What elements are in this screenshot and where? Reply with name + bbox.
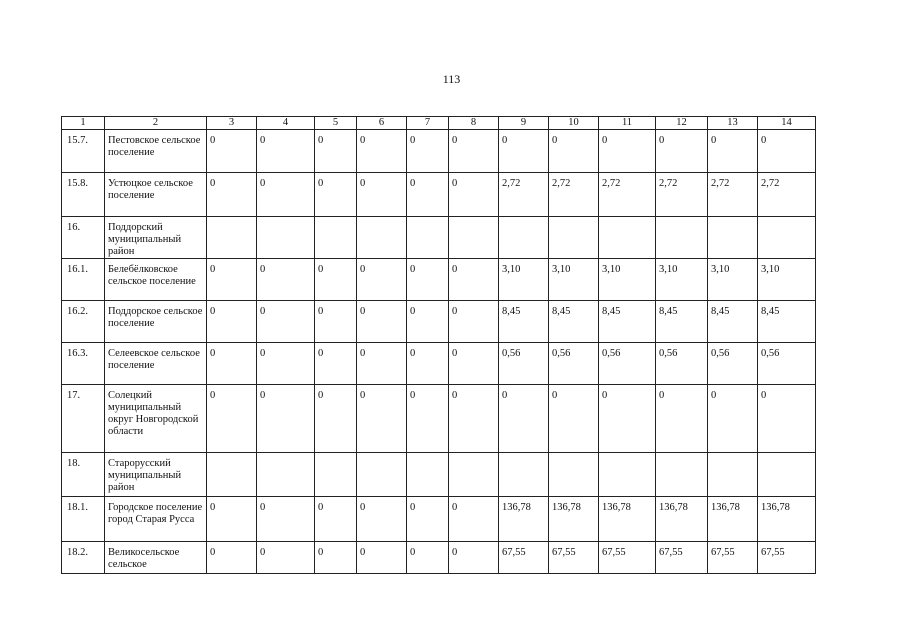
- value-cell: 0,56: [599, 343, 656, 385]
- table-header-row: [62, 117, 816, 130]
- value-cell: 67,55: [758, 542, 816, 574]
- value-cell: [315, 217, 357, 259]
- value-cell: 0: [407, 301, 449, 343]
- row-number-cell: 16.3.: [62, 343, 105, 385]
- row-number-cell: 15.7.: [62, 130, 105, 173]
- column-header: 1: [62, 117, 105, 130]
- value-cell: 0: [549, 385, 599, 453]
- value-cell: [449, 453, 499, 497]
- value-cell: 0: [449, 497, 499, 542]
- value-cell: 0,56: [549, 343, 599, 385]
- value-cell: 0: [315, 130, 357, 173]
- value-cell: [207, 217, 257, 259]
- column-header: 8: [449, 117, 499, 130]
- value-cell: 0: [315, 385, 357, 453]
- row-name-cell: Великосельское сельское: [105, 542, 207, 574]
- value-cell: 136,78: [758, 497, 816, 542]
- value-cell: 0: [708, 385, 758, 453]
- value-cell: 0,56: [758, 343, 816, 385]
- value-cell: 0,56: [656, 343, 708, 385]
- value-cell: 0: [357, 497, 407, 542]
- value-cell: 2,72: [708, 173, 758, 217]
- value-cell: 67,55: [599, 542, 656, 574]
- row-name-cell: Солецкий муниципальный округ Новгородской области: [105, 385, 207, 453]
- value-cell: 0: [449, 301, 499, 343]
- value-cell: 0: [499, 130, 549, 173]
- value-cell: 0,56: [499, 343, 549, 385]
- value-cell: 0: [257, 343, 315, 385]
- value-cell: 0: [449, 259, 499, 301]
- value-cell: 67,55: [656, 542, 708, 574]
- column-header: 14: [758, 117, 816, 130]
- value-cell: 0: [357, 542, 407, 574]
- value-cell: 8,45: [599, 301, 656, 343]
- value-cell: 0: [257, 259, 315, 301]
- row-name-cell: Устюцкое сельское поселение: [105, 173, 207, 217]
- value-cell: [708, 217, 758, 259]
- value-cell: 0: [407, 173, 449, 217]
- value-cell: 0: [357, 173, 407, 217]
- value-cell: 3,10: [499, 259, 549, 301]
- value-cell: 0: [449, 130, 499, 173]
- value-cell: 0: [315, 343, 357, 385]
- value-cell: 0: [257, 542, 315, 574]
- value-cell: [656, 217, 708, 259]
- row-number-cell: 17.: [62, 385, 105, 453]
- value-cell: 67,55: [499, 542, 549, 574]
- row-number-cell: 16.: [62, 217, 105, 259]
- value-cell: [499, 217, 549, 259]
- page-number: 113: [442, 72, 461, 86]
- value-cell: 136,78: [549, 497, 599, 542]
- value-cell: 0: [708, 130, 758, 173]
- value-cell: 0: [207, 259, 257, 301]
- value-cell: [656, 453, 708, 497]
- value-cell: 136,78: [656, 497, 708, 542]
- row-name-cell: Поддорский муниципальный район: [105, 217, 207, 259]
- value-cell: 136,78: [708, 497, 758, 542]
- value-cell: 0: [257, 130, 315, 173]
- value-cell: 0: [315, 173, 357, 217]
- value-cell: [357, 453, 407, 497]
- value-cell: 0: [207, 385, 257, 453]
- row-number-cell: 16.1.: [62, 259, 105, 301]
- value-cell: 0: [207, 130, 257, 173]
- column-header: 10: [549, 117, 599, 130]
- value-cell: [315, 453, 357, 497]
- value-cell: 2,72: [656, 173, 708, 217]
- value-cell: [257, 453, 315, 497]
- value-cell: 0: [315, 542, 357, 574]
- table-row: [62, 343, 816, 385]
- value-cell: [407, 453, 449, 497]
- value-cell: 0: [257, 497, 315, 542]
- column-header: 4: [257, 117, 315, 130]
- value-cell: 0: [599, 385, 656, 453]
- value-cell: 136,78: [599, 497, 656, 542]
- value-cell: [708, 453, 758, 497]
- value-cell: 0: [499, 385, 549, 453]
- value-cell: 0: [207, 173, 257, 217]
- column-header: 3: [207, 117, 257, 130]
- value-cell: 3,10: [656, 259, 708, 301]
- row-number-cell: 18.2.: [62, 542, 105, 574]
- table-row: [62, 217, 816, 259]
- value-cell: 0: [656, 130, 708, 173]
- value-cell: 0: [207, 497, 257, 542]
- table-row: [62, 385, 816, 453]
- row-name-cell: Белебёлковское сельское поселение: [105, 259, 207, 301]
- row-name-cell: Старорусский муниципальный район: [105, 453, 207, 497]
- table-row: [62, 453, 816, 497]
- value-cell: 0: [357, 130, 407, 173]
- table-row: [62, 259, 816, 301]
- value-cell: 8,45: [499, 301, 549, 343]
- value-cell: 67,55: [549, 542, 599, 574]
- value-cell: 0: [357, 343, 407, 385]
- value-cell: 0: [407, 385, 449, 453]
- value-cell: 0: [207, 343, 257, 385]
- value-cell: 0: [449, 542, 499, 574]
- value-cell: 3,10: [758, 259, 816, 301]
- value-cell: 0: [407, 497, 449, 542]
- value-cell: [599, 453, 656, 497]
- value-cell: 0: [407, 259, 449, 301]
- value-cell: 3,10: [549, 259, 599, 301]
- value-cell: 2,72: [499, 173, 549, 217]
- value-cell: 8,45: [758, 301, 816, 343]
- table-row: [62, 173, 816, 217]
- row-number-cell: 15.8.: [62, 173, 105, 217]
- value-cell: 0: [407, 542, 449, 574]
- value-cell: 0: [449, 343, 499, 385]
- value-cell: [449, 217, 499, 259]
- row-name-cell: Поддорское сельское поселение: [105, 301, 207, 343]
- value-cell: 67,55: [708, 542, 758, 574]
- value-cell: 0: [315, 259, 357, 301]
- value-cell: 3,10: [708, 259, 758, 301]
- value-cell: [549, 453, 599, 497]
- value-cell: 0: [449, 173, 499, 217]
- value-cell: [599, 217, 656, 259]
- value-cell: 0: [656, 385, 708, 453]
- value-cell: [357, 217, 407, 259]
- row-number-cell: 18.1.: [62, 497, 105, 542]
- value-cell: 0: [207, 301, 257, 343]
- value-cell: 0: [407, 130, 449, 173]
- value-cell: 0: [315, 497, 357, 542]
- row-number-cell: 18.: [62, 453, 105, 497]
- value-cell: 0: [357, 301, 407, 343]
- value-cell: 0: [257, 385, 315, 453]
- column-header: 13: [708, 117, 758, 130]
- value-cell: 0: [407, 343, 449, 385]
- value-cell: [257, 217, 315, 259]
- value-cell: 2,72: [758, 173, 816, 217]
- column-header: 5: [315, 117, 357, 130]
- value-cell: 3,10: [599, 259, 656, 301]
- value-cell: 0: [357, 259, 407, 301]
- row-name-cell: Пестовское сельское поселение: [105, 130, 207, 173]
- value-cell: 8,45: [549, 301, 599, 343]
- table-row: [62, 497, 816, 542]
- column-header: 9: [499, 117, 549, 130]
- value-cell: 0,56: [708, 343, 758, 385]
- value-cell: [407, 217, 449, 259]
- value-cell: 0: [315, 301, 357, 343]
- value-cell: 2,72: [549, 173, 599, 217]
- value-cell: [207, 453, 257, 497]
- table-row: [62, 301, 816, 343]
- column-header: 2: [105, 117, 207, 130]
- column-header: 7: [407, 117, 449, 130]
- value-cell: 0: [758, 385, 816, 453]
- value-cell: 0: [549, 130, 599, 173]
- value-cell: 0: [257, 173, 315, 217]
- value-cell: 8,45: [656, 301, 708, 343]
- table-body: [62, 130, 816, 574]
- value-cell: [499, 453, 549, 497]
- value-cell: 0: [357, 385, 407, 453]
- value-cell: 2,72: [599, 173, 656, 217]
- value-cell: 0: [758, 130, 816, 173]
- row-number-cell: 16.2.: [62, 301, 105, 343]
- value-cell: 0: [599, 130, 656, 173]
- value-cell: [549, 217, 599, 259]
- value-cell: 0: [449, 385, 499, 453]
- column-header: 11: [599, 117, 656, 130]
- value-cell: 8,45: [708, 301, 758, 343]
- value-cell: 136,78: [499, 497, 549, 542]
- value-cell: 0: [207, 542, 257, 574]
- column-header: 12: [656, 117, 708, 130]
- table-row: [62, 542, 816, 574]
- data-table: [61, 116, 816, 574]
- value-cell: [758, 217, 816, 259]
- value-cell: [758, 453, 816, 497]
- table-row: [62, 130, 816, 173]
- row-name-cell: Городское поселение город Старая Русса: [105, 497, 207, 542]
- column-header: 6: [357, 117, 407, 130]
- value-cell: 0: [257, 301, 315, 343]
- row-name-cell: Селеевское сельское поселение: [105, 343, 207, 385]
